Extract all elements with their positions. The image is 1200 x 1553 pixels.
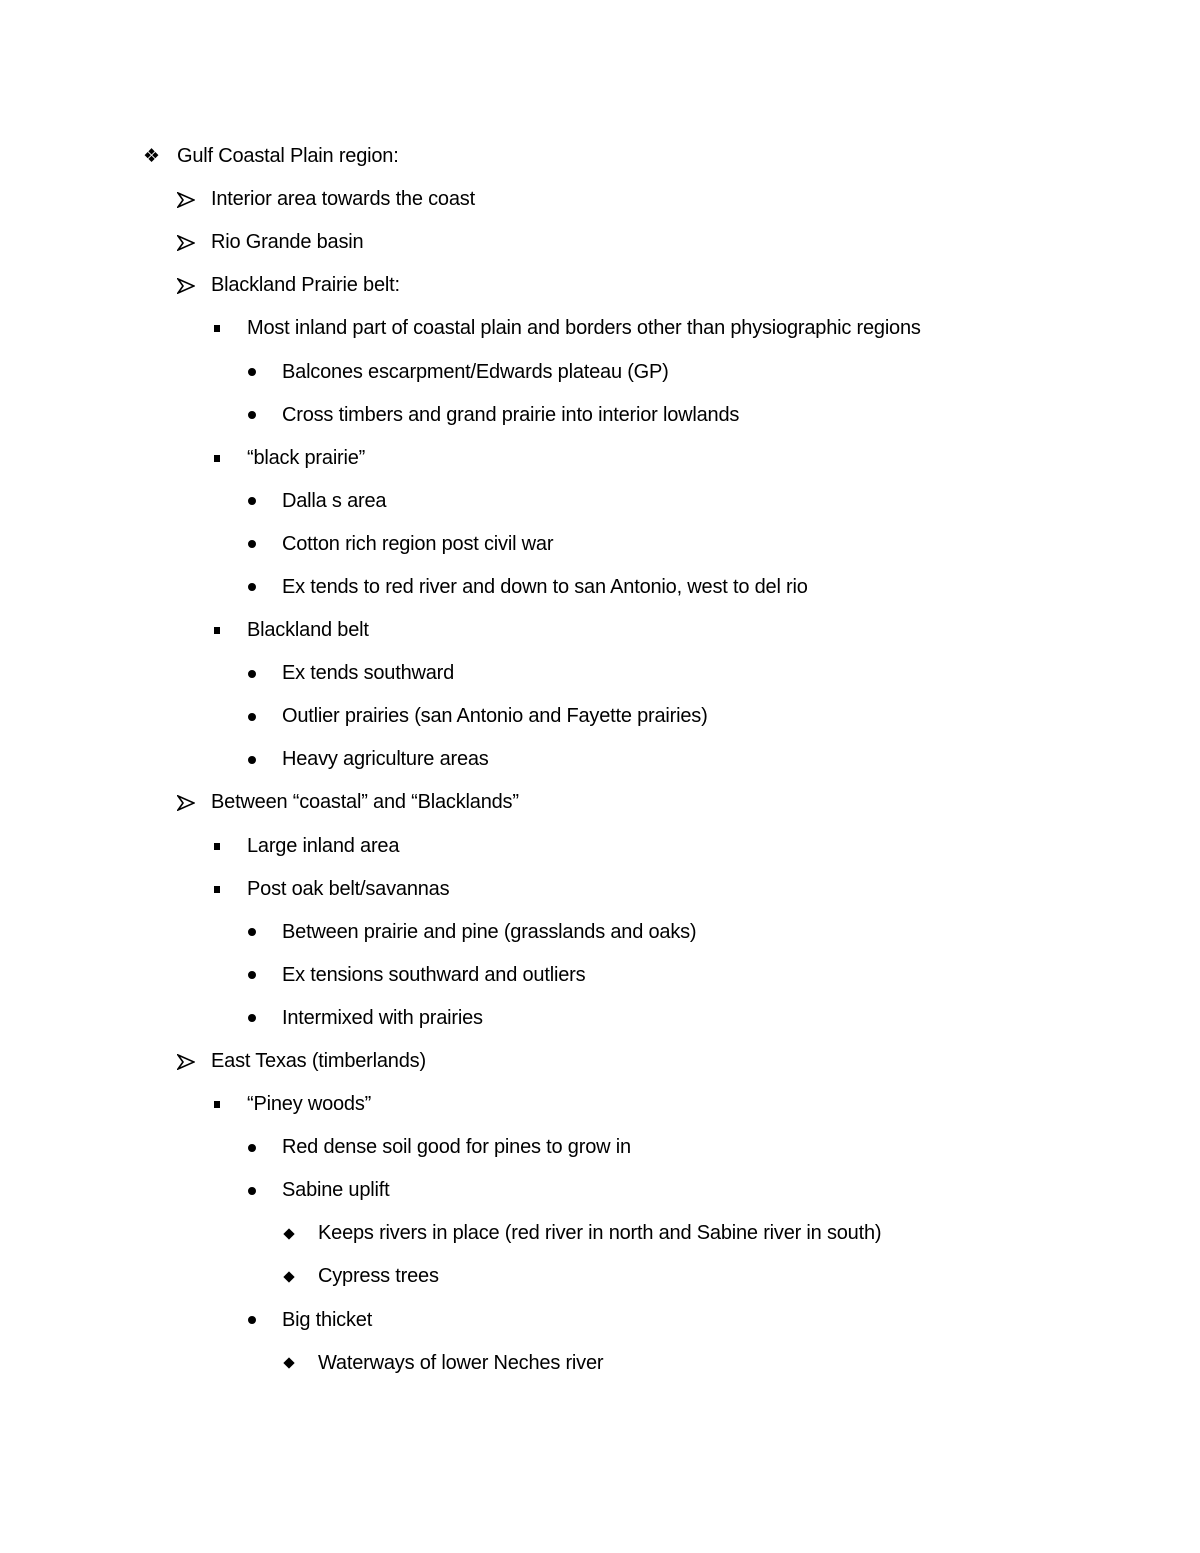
dot-bullet-icon: [246, 566, 270, 609]
outline-item-text: Big thicket: [282, 1308, 373, 1331]
outline-item-text: Rio Grande basin: [211, 231, 364, 254]
dot-bullet-icon: [246, 954, 270, 997]
outline-item: [0, 1342, 1200, 1385]
outline-item-text: Between “coastal” and “Blacklands”: [211, 791, 519, 814]
diamond-bullet-icon: [282, 1342, 306, 1385]
square-bullet-icon: [212, 307, 236, 350]
outline-item: [0, 825, 1200, 868]
arrow-bullet-icon: [177, 178, 201, 221]
outline-item: [0, 1212, 1200, 1255]
square-bullet-icon: [212, 609, 236, 652]
outline-item-text: Gulf Coastal Plain region:: [177, 145, 399, 168]
outline-item-text: Ex tends to red river and down to san Antonio, west to del rio: [282, 575, 808, 598]
dot-bullet-icon: [246, 480, 270, 523]
outline-item: [0, 1083, 1200, 1126]
square-bullet-icon: [212, 868, 236, 911]
outline-item-text: Waterways of lower Neches river: [318, 1351, 604, 1374]
dot-bullet-icon: [246, 652, 270, 695]
outline-item: [0, 868, 1200, 911]
outline-item-text: Outlier prairies (san Antonio and Fayette prairies): [282, 705, 708, 728]
outline-item-text: Ex tensions southward and outliers: [282, 963, 586, 986]
outline-item-text: “black prairie”: [247, 446, 366, 469]
outline-item: [0, 264, 1200, 307]
arrow-bullet-icon: [177, 264, 201, 307]
diamond-bullet-icon: [282, 1212, 306, 1255]
outline-item: [0, 437, 1200, 480]
outline-item: [0, 781, 1200, 824]
outline-item: [0, 997, 1200, 1040]
outline-item-text: Cypress trees: [318, 1265, 439, 1288]
four-diamond-bullet-icon: ❖: [143, 146, 161, 168]
outline-item-text: Red dense soil good for pines to grow in: [282, 1136, 631, 1159]
outline-item: [0, 609, 1200, 652]
outline-item: [0, 911, 1200, 954]
outline-item: [0, 1169, 1200, 1212]
arrow-bullet-icon: [177, 221, 201, 264]
dot-bullet-icon: [246, 738, 270, 781]
outline-item-text: Cross timbers and grand prairie into interior lowlands: [282, 403, 740, 426]
outline-item-text: Intermixed with prairies: [282, 1006, 483, 1029]
square-bullet-icon: [212, 437, 236, 480]
outline-item: [0, 178, 1200, 221]
outline-item: [0, 566, 1200, 609]
outline-item-text: Large inland area: [247, 834, 400, 857]
outline-item: [0, 695, 1200, 738]
outline-item-text: Between prairie and pine (grasslands and oaks): [282, 920, 697, 943]
square-bullet-icon: [212, 825, 236, 868]
outline-item-text: Sabine uplift: [282, 1179, 390, 1202]
outline-item-text: Heavy agriculture areas: [282, 748, 489, 771]
dot-bullet-icon: [246, 1126, 270, 1169]
dot-bullet-icon: [246, 350, 270, 393]
arrow-bullet-icon: [177, 1040, 201, 1083]
outline-item-text: Interior area towards the coast: [211, 188, 475, 211]
outline-item-text: Keeps rivers in place (red river in north and Sabine river in south): [318, 1222, 882, 1245]
square-bullet-icon: [212, 1083, 236, 1126]
outline-item-text: Blackland belt: [247, 619, 369, 642]
outline-item: [0, 480, 1200, 523]
outline-item-text: Balcones escarpment/Edwards plateau (GP): [282, 360, 669, 383]
outline-item: [0, 652, 1200, 695]
outline-item: [0, 135, 1200, 178]
outline-item: [0, 738, 1200, 781]
outline-item-text: Dalla s area: [282, 489, 387, 512]
outline-item-text: Most inland part of coastal plain and borders other than physiographic regions: [247, 317, 921, 340]
dot-bullet-icon: [246, 523, 270, 566]
outline-item: [0, 1126, 1200, 1169]
outline-item-text: Blackland Prairie belt:: [211, 274, 400, 297]
outline-list: [0, 135, 1200, 1385]
outline-item-text: Ex tends southward: [282, 662, 455, 685]
arrow-bullet-icon: [177, 781, 201, 824]
outline-item: [0, 1040, 1200, 1083]
dot-bullet-icon: [246, 394, 270, 437]
outline-item: [0, 1299, 1200, 1342]
diamond-bullet-icon: [282, 1255, 306, 1298]
dot-bullet-icon: [246, 695, 270, 738]
outline-item: [0, 1255, 1200, 1298]
dot-bullet-icon: [246, 997, 270, 1040]
outline-item: [0, 307, 1200, 350]
outline-item: [0, 350, 1200, 393]
outline-item-text: “Piney woods”: [247, 1093, 372, 1116]
dot-bullet-icon: [246, 1169, 270, 1212]
outline-item: [0, 954, 1200, 997]
outline-item: [0, 221, 1200, 264]
outline-item-text: Post oak belt/savannas: [247, 877, 450, 900]
dot-bullet-icon: [246, 1299, 270, 1342]
outline-item: [0, 394, 1200, 437]
outline-item-text: East Texas (timberlands): [211, 1050, 426, 1073]
outline-item-text: Cotton rich region post civil war: [282, 532, 554, 555]
outline-item: [0, 523, 1200, 566]
dot-bullet-icon: [246, 911, 270, 954]
